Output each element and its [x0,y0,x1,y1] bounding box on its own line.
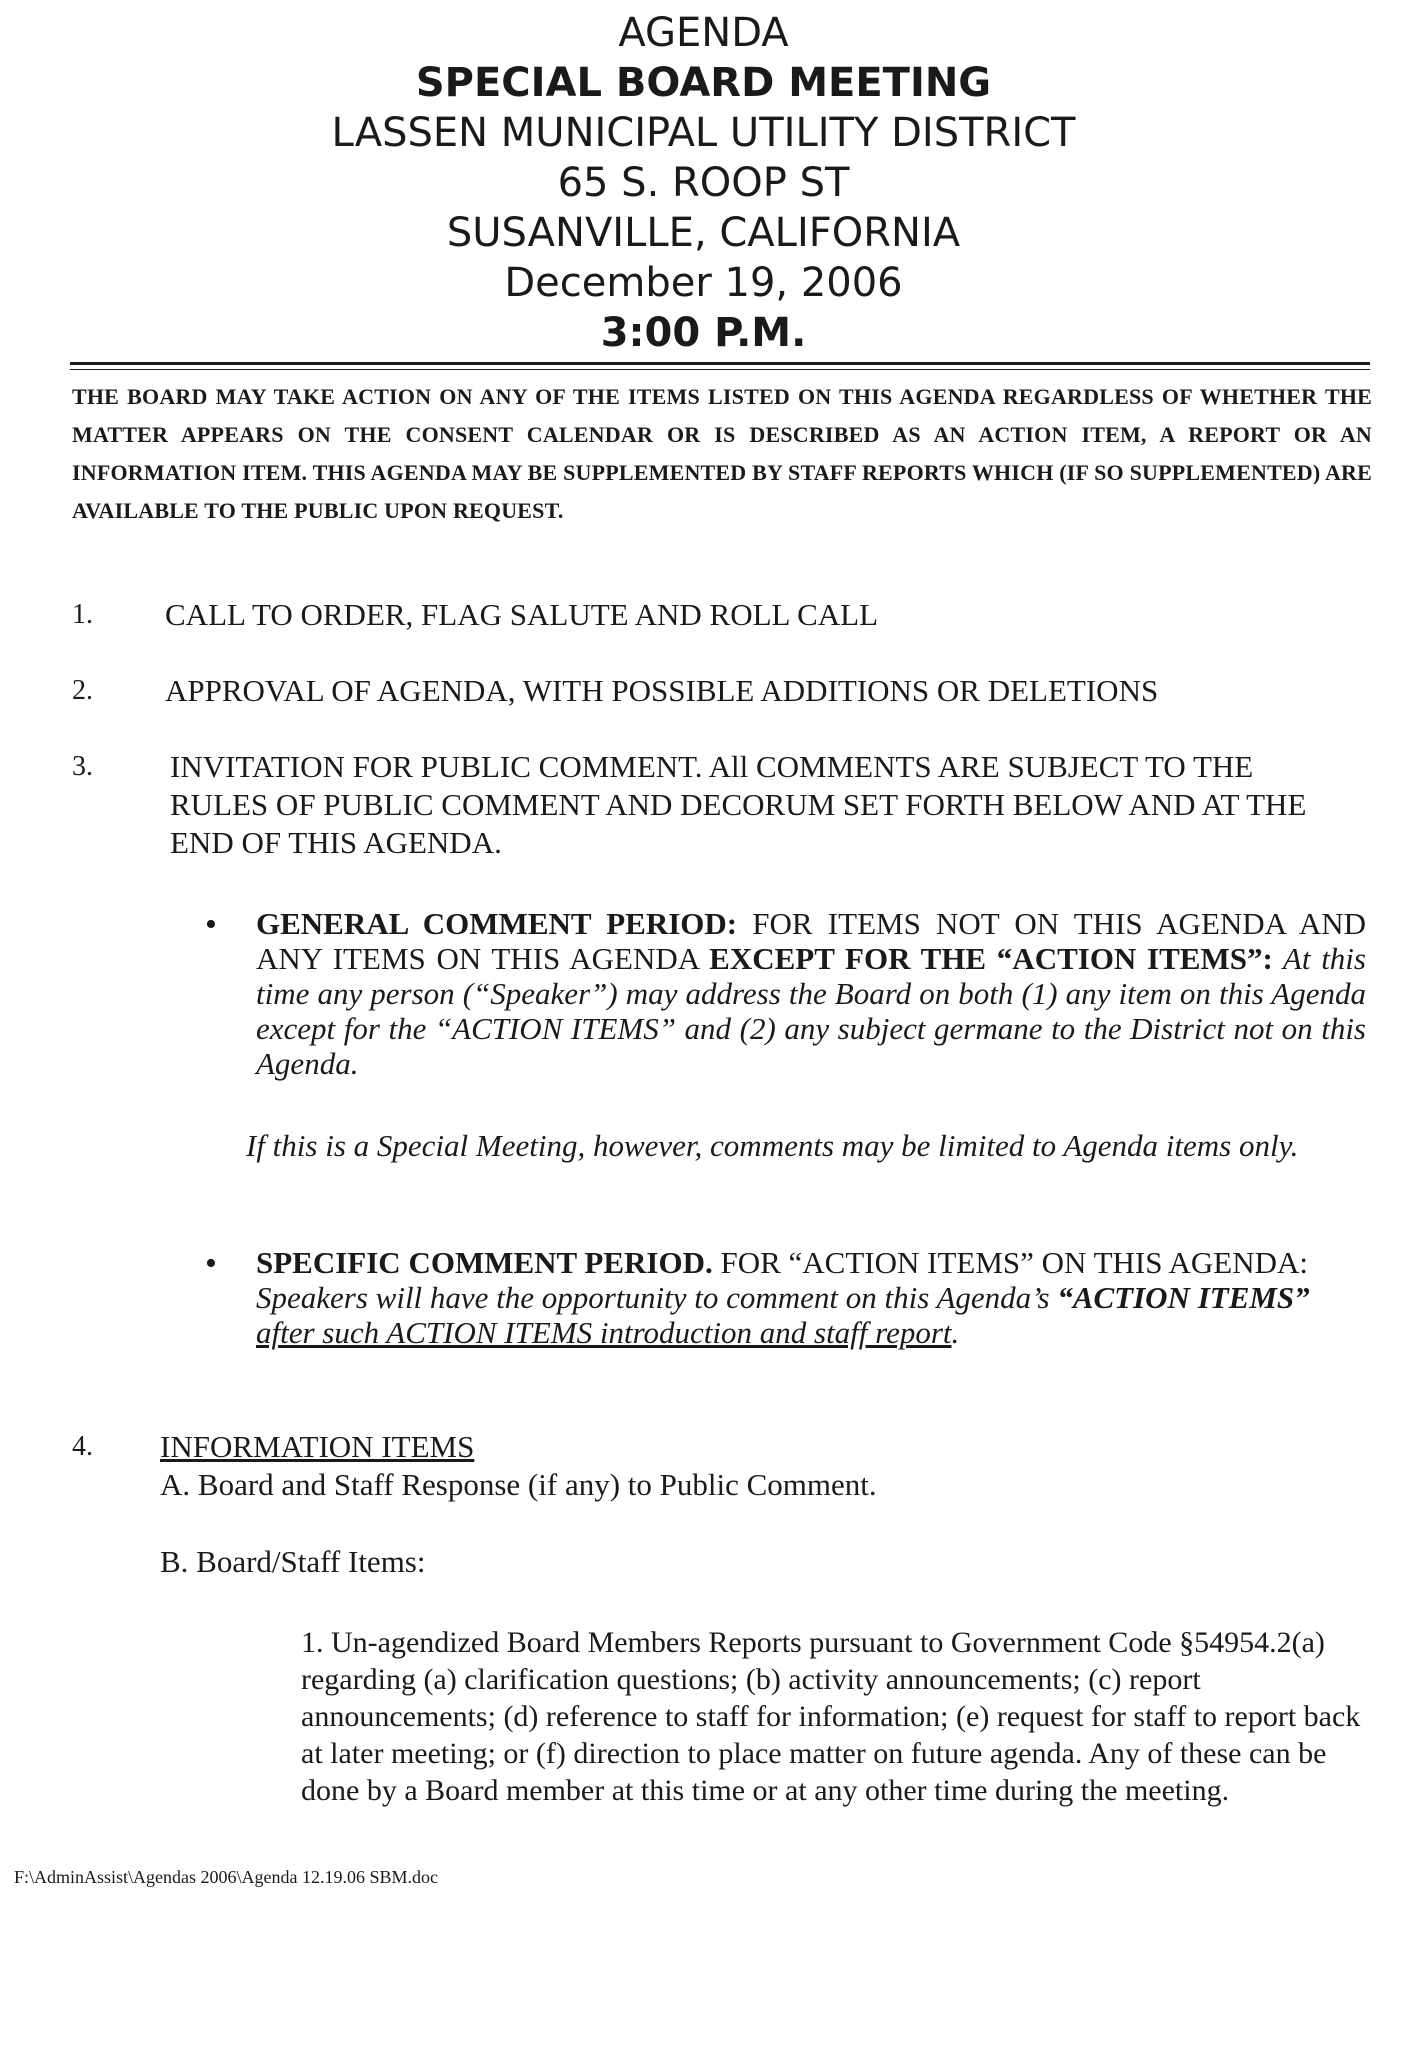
bullet-label: SPECIFIC COMMENT PERIOD. [256,1245,713,1280]
header-date: December 19, 2006 [504,260,903,306]
item-text: CALL TO ORDER, FLAG SALUTE AND ROLL CALL [165,597,878,632]
item-number: 1. [72,599,93,630]
bullet-bold-italic: “ACTION ITEMS” [1057,1280,1310,1315]
bullet-icon: • [205,1245,217,1282]
item-4-b: B. Board/Staff Items: [160,1544,426,1579]
item-4-b-1: 1. Un-agendized Board Members Reports pursuant to Government Code §54954.2(a) regarding (a) clarification questions; (b) activity announcements; (c) report announcements; (d) reference to staff for information; (e) request for staff to report back at later meeting; or (f) direction to place matter on future agenda. Any of these can be done by a Board member at this time or at any other time during the meeting. [301,1626,1361,1807]
bullet-end: . [951,1315,960,1350]
header-city: SUSANVILLE, CALIFORNIA [446,210,961,256]
bullet-italic: Speakers will have the opportunity to comment on this Agenda’s [256,1280,1058,1315]
item-number: 3. [72,751,93,782]
bullet-plain: FOR “ACTION ITEMS” ON THIS AGENDA: [712,1245,1309,1280]
bullet-bold-tail: EXCEPT FOR THE “ACTION ITEMS”: [709,941,1273,976]
item-number: 4. [72,1431,93,1462]
special-meeting-note: If this is a Special Meeting, however, comments may be limited to Agenda items only. [246,1128,1299,1163]
item-text: APPROVAL OF AGENDA, WITH POSSIBLE ADDITIONS OR DELETIONS [165,673,1159,708]
item-4-a: A. Board and Staff Response (if any) to Public Comment. [160,1467,877,1502]
agenda-notice: THE BOARD MAY TAKE ACTION ON ANY OF THE ITEMS LISTED ON THIS AGENDA REGARDLESS OF WHETHER THE MATTER APPEARS ON THE CONSENT CALENDAR OR IS DESCRIBED AS AN ACTION ITEM, A REPORT OR AN INFORMATION ITEM. THIS AGENDA MAY BE SUPPLEMENTED BY STAFF REPORTS WHICH (IF SO SUPPLEMENTED) ARE AVAILABLE TO THE PUBLIC UPON REQUEST. [72,384,1372,523]
bullet-text [256,1245,1336,1350]
item-heading: INFORMATION ITEMS [160,1429,475,1464]
header-organization: LASSEN MUNICIPAL UTILITY DISTRICT [331,110,1076,156]
item-number: 2. [72,675,93,706]
file-path-footer: F:\AdminAssist\Agendas 2006\Agenda 12.19.06 SBM.doc [14,1867,439,1887]
bullet-text [256,906,1366,1081]
header-divider [70,362,1370,365]
header-meeting-type: SPECIAL BOARD MEETING [415,60,992,106]
header-divider-thin [70,369,1370,370]
bullet-underline: after such ACTION ITEMS introduction and staff report [256,1315,952,1350]
item-text: INVITATION FOR PUBLIC COMMENT. All COMMENTS ARE SUBJECT TO THE RULES OF PUBLIC COMMENT AND DECORUM SET FORTH BELOW AND AT THE END OF THIS AGENDA. [170,749,1307,860]
header-time: 3:00 P.M. [600,310,807,356]
header-street: 65 S. ROOP ST [557,160,850,206]
bullet-label: GENERAL COMMENT PERIOD: [256,906,738,941]
agenda-header [0,8,1407,358]
bullet-italic: At this time any person (“Speaker”) may address the Board on both (1) any item on this Agenda except for the “ACTION ITEMS” and (2) any subject germane to the District not on this Agenda. [256,941,1366,1081]
bullet-icon: • [205,906,217,943]
header-agenda: AGENDA [618,10,789,56]
bullet-plain: FOR ITEMS NOT ON THIS AGENDA AND ANY ITEMS ON THIS AGENDA [256,906,1366,976]
